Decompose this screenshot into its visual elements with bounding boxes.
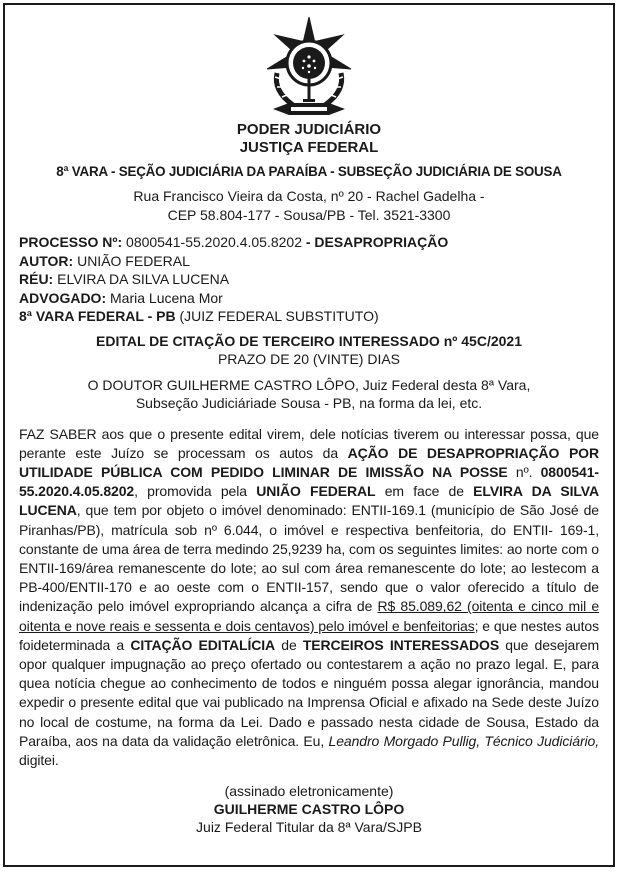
- address-block: [19, 187, 599, 225]
- body-defendant: ELVIRA DA SILVA LUCENA: [19, 483, 600, 519]
- reu-row: [19, 270, 599, 289]
- advogado-value: Maria Lucena Mor: [106, 289, 223, 306]
- autor-row: [19, 252, 599, 271]
- body-citation-type: CITAÇÃO EDITALÍCIA: [130, 636, 276, 653]
- body-text-9: digitei.: [19, 751, 59, 768]
- body-action-type: AÇÃO DE DESAPROPRIAÇÃO POR UTILIDADE PÚBLICA COM PEDIDO LIMINAR DE IMISSÃO NA POSSE: [19, 444, 599, 480]
- signature-note: (assinado eletronicamente): [224, 783, 394, 800]
- judge-intro-line-2: Subseção Judiciáriade Sousa - PB, na forma da lei, etc.: [135, 395, 483, 411]
- body-text-5: , que tem por objeto o imóvel denominado: ENTII-169.1 (município de São José de Piranhas/PB), matrícula sob nº 6.044, o imóvel e respectiva benfeitoria, do ENTII- 169-1, constante de uma área de terra medindo 25,9239 ha, com os seguintes limites: ao norte com o ENTII-169/área remanescente do lote; ao sul com área remanescente do lote; ao lestecom a PB-400/ENTII-170 e ao oeste com o ENTII-157, sendo que o valor oferecido a título de indenização pelo imóvel expropriando alcança a cifra de: [19, 502, 599, 615]
- body-text-4: em face de: [375, 483, 474, 500]
- body-clerk: Leandro Morgado Pullig, Técnico Judiciário,: [328, 732, 600, 749]
- edital-prazo: PRAZO DE 20 (VINTE) DIAS: [217, 350, 401, 367]
- body-text-3: , promovida pela: [134, 483, 257, 500]
- vara-label: 8ª VARA FEDERAL - PB: [19, 308, 176, 324]
- body-indemnity-value: R$ 85.089,62 (oitenta e cinco mil e oitenta e nove reais e sessenta e dois centavos) pelo imóvel e benfeitorias: [19, 598, 600, 634]
- header-vara: 8ª VARA - SEÇÃO JUDICIÁRIA DA PARAÍBA - SUBSEÇÃO JUDICIÁRIA DE SOUSA: [56, 164, 562, 179]
- body-third-parties: TERCEIROS INTERESSADOS: [302, 636, 500, 653]
- judge-intro: [19, 376, 599, 413]
- autor-label: AUTOR:: [19, 252, 74, 269]
- signature-name: GUILHERME CASTRO LÔPO: [213, 801, 405, 818]
- body-plaintiff: UNIÃO FEDERAL: [256, 483, 376, 500]
- advogado-label: ADVOGADO:: [19, 289, 107, 306]
- body-text-1: FAZ SABER aos que o presente edital virem, dele notícias tiverem ou interessar possa, que perante este Juízo se processam os autos da: [19, 425, 599, 461]
- body-process-number: 0800541-55.2020.4.05.8202: [19, 463, 599, 500]
- judge-intro-line-1: O DOUTOR GUILHERME CASTRO LÔPO, Juiz Federal desta 8ª Vara,: [87, 376, 531, 393]
- autor-value: UNIÃO FEDERAL: [73, 252, 190, 269]
- processo-type: - DESAPROPRIAÇÃO: [305, 234, 449, 250]
- address-line-2: CEP 58.804-177 - Sousa/PB - Tel. 3521-3300: [167, 207, 451, 223]
- body-text-6: ; e que nestes autos foideterminada a: [19, 617, 599, 653]
- case-fields: [19, 233, 599, 326]
- header-justica-federal: JUSTIÇA FEDERAL: [239, 139, 379, 156]
- body-text-2: nº.: [507, 463, 541, 480]
- processo-value: 0800541-55.2020.4.05.8202: [122, 234, 306, 250]
- edital-body: [19, 425, 599, 771]
- signature-block: [19, 782, 599, 836]
- reu-label: RÉU:: [19, 271, 54, 287]
- vara-row: [19, 307, 599, 326]
- address-line-1: Rua Francisco Vieira da Costa, nº 20 - Rachel Gadelha -: [133, 188, 485, 204]
- edital-page: [3, 3, 615, 867]
- vara-value: (JUIZ FEDERAL SUBSTITUTO): [175, 308, 379, 324]
- body-text-7: de: [275, 636, 303, 653]
- signature-role: Juiz Federal Titular da 8ª Vara/SJPB: [196, 819, 422, 836]
- reu-value: ELVIRA DA SILVA LUCENA: [53, 271, 230, 287]
- processo-row: [19, 233, 599, 252]
- processo-label: PROCESSO Nº:: [19, 234, 123, 250]
- body-text-8: que desejarem opor qualquer impugnação ao preço ofertado ou contestarem a ação no prazo legal. E, para quea notícia chegue ao conhecimento de todos e ninguém possa alegar ignorância, mandou expedir o presente edital que vai publicado na Imprensa Oficial e afixado na Sede deste Juízo no local de costume, na forma da Lei. Dado e passado nesta cidade de Sousa, Estado da Paraíba, aos na data da validação eletrônica. Eu,: [19, 636, 600, 749]
- coat-of-arms-of-brazil-icon: [259, 13, 359, 121]
- advogado-row: [19, 289, 599, 308]
- header-poder-judiciario: PODER JUDICIÁRIO: [236, 121, 382, 138]
- edital-title: EDITAL DE CITAÇÃO DE TERCEIRO INTERESSADO nº 45C/2021: [96, 332, 522, 349]
